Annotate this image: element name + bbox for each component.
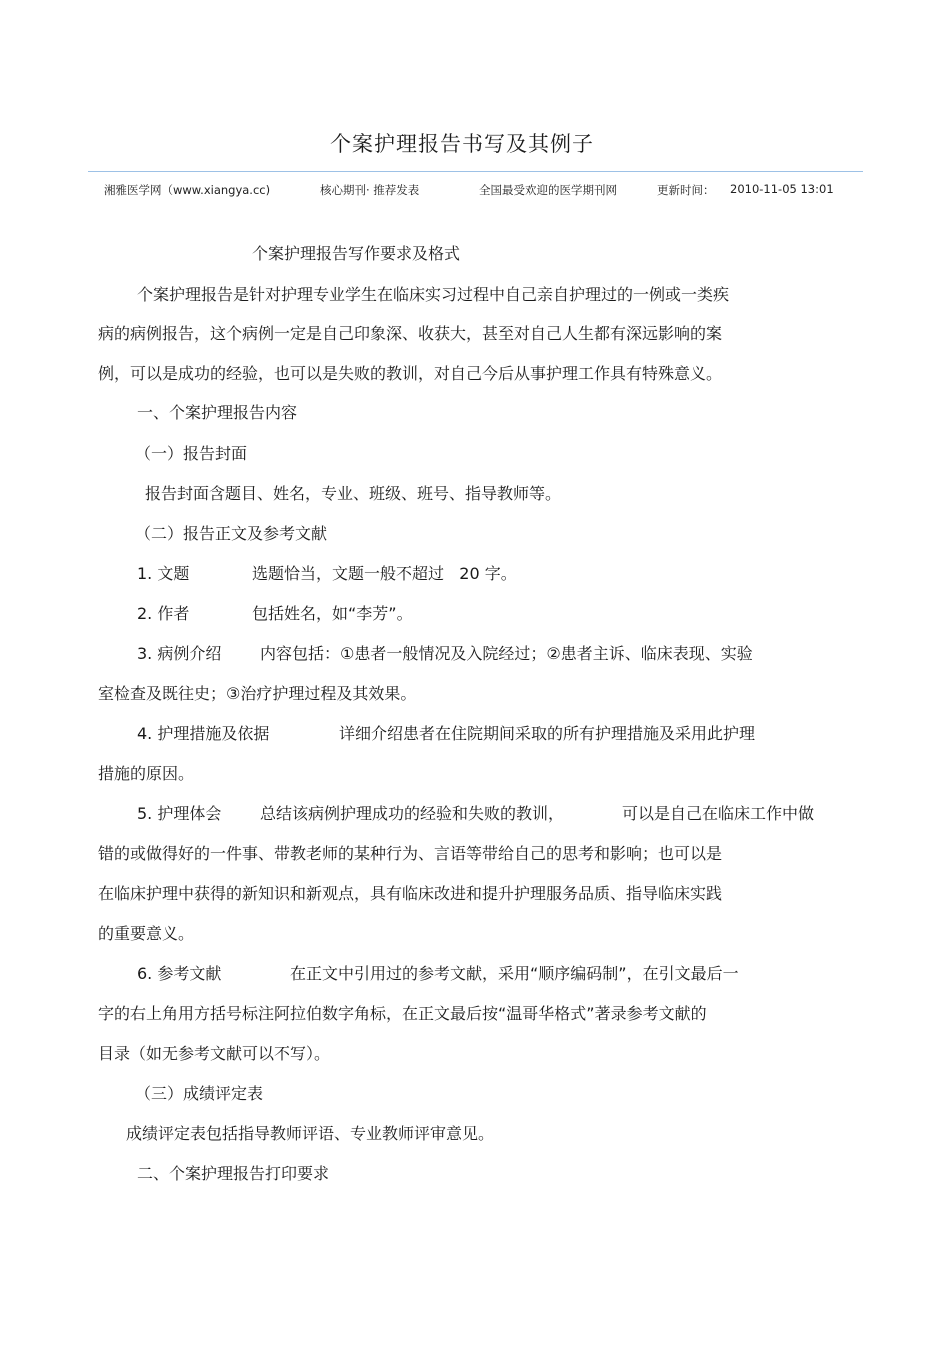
intro-line-1: 个案护理报告是针对护理专业学生在临床实习过程中自己亲自护理过的一例或一类疾 bbox=[137, 285, 730, 304]
item-6-label: 6. 参考文献 bbox=[137, 964, 222, 983]
section-heading-1: 一、个案护理报告内容 bbox=[137, 403, 298, 422]
item-4-text-1: 详细介绍患者在住院期间采取的所有护理措施及采用此护理 bbox=[339, 724, 756, 743]
intro-line-2: 病的病例报告，这个病例一定是自己印象深、收获大，甚至对自己人生都有深远影响的案 bbox=[98, 324, 723, 343]
item-2-label: 2. 作者 bbox=[137, 604, 190, 623]
header-divider bbox=[88, 171, 863, 172]
meta-tags: 核心期刊· 推荐发表 bbox=[320, 183, 420, 197]
section-heading-2: 二、个案护理报告打印要求 bbox=[137, 1164, 330, 1183]
item-5-label: 5. 护理体会 bbox=[137, 804, 222, 823]
item-1-text: 选题恰当，文题一般不超过 20 字。 bbox=[252, 564, 517, 583]
item-3-text-2: 室检查及既往史；③治疗护理过程及其效果。 bbox=[98, 684, 417, 703]
meta-updated-label: 更新时间： bbox=[657, 183, 715, 197]
item-6-text-1: 在正文中引用过的参考文献，采用“顺序编码制”，在引文最后一 bbox=[290, 964, 739, 983]
subsection-grading: （三）成绩评定表 bbox=[135, 1084, 264, 1103]
item-5-text-4: 的重要意义。 bbox=[98, 924, 195, 943]
grading-text: 成绩评定表包括指导教师评语、专业教师评审意见。 bbox=[126, 1124, 495, 1143]
meta-updated-value: 2010-11-05 13:01 bbox=[730, 182, 834, 196]
item-5-text-2: 错的或做得好的一件事、带教老师的某种行为、言语等带给自己的思考和影响；也可以是 bbox=[98, 844, 723, 863]
item-5-text-1b: 可以是自己在临床工作中做 bbox=[622, 804, 815, 823]
page-title: 个案护理报告书写及其例子 bbox=[330, 132, 594, 156]
item-5-text-1a: 总结该病例护理成功的经验和失败的教训， bbox=[260, 804, 565, 823]
cover-text: 报告封面含题目、姓名，专业、班级、班号、指导教师等。 bbox=[145, 484, 562, 503]
item-4-label: 4. 护理措施及依据 bbox=[137, 724, 270, 743]
item-3-text-1: 内容包括：①患者一般情况及入院经过；②患者主诉、临床表现、实验 bbox=[260, 644, 753, 663]
subsection-cover: （一）报告封面 bbox=[135, 444, 248, 463]
item-6-text-3: 目录（如无参考文献可以不写）。 bbox=[98, 1044, 331, 1063]
item-6-text-2: 字的右上角用方括号标注阿拉伯数字角标，在正文最后按“温哥华格式”著录参考文献的 bbox=[98, 1004, 707, 1023]
intro-line-3: 例，可以是成功的经验，也可以是失败的教训，对自己今后从事护理工作具有特殊意义。 bbox=[98, 364, 723, 383]
item-5-text-3: 在临床护理中获得的新知识和新观点，具有临床改进和提升护理服务品质、指导临床实践 bbox=[98, 884, 723, 903]
item-4-text-2: 措施的原因。 bbox=[98, 764, 195, 783]
item-3-label: 3. 病例介绍 bbox=[137, 644, 222, 663]
meta-source: 湘雅医学网（www.xiangya.cc) bbox=[104, 183, 271, 197]
item-1-label: 1. 文题 bbox=[137, 564, 190, 583]
doc-subtitle: 个案护理报告写作要求及格式 bbox=[252, 244, 461, 263]
subsection-body: （二）报告正文及参考文献 bbox=[135, 524, 328, 543]
item-2-text: 包括姓名，如“李芳”。 bbox=[252, 604, 413, 623]
meta-slogan: 全国最受欢迎的医学期刊网 bbox=[479, 183, 617, 197]
